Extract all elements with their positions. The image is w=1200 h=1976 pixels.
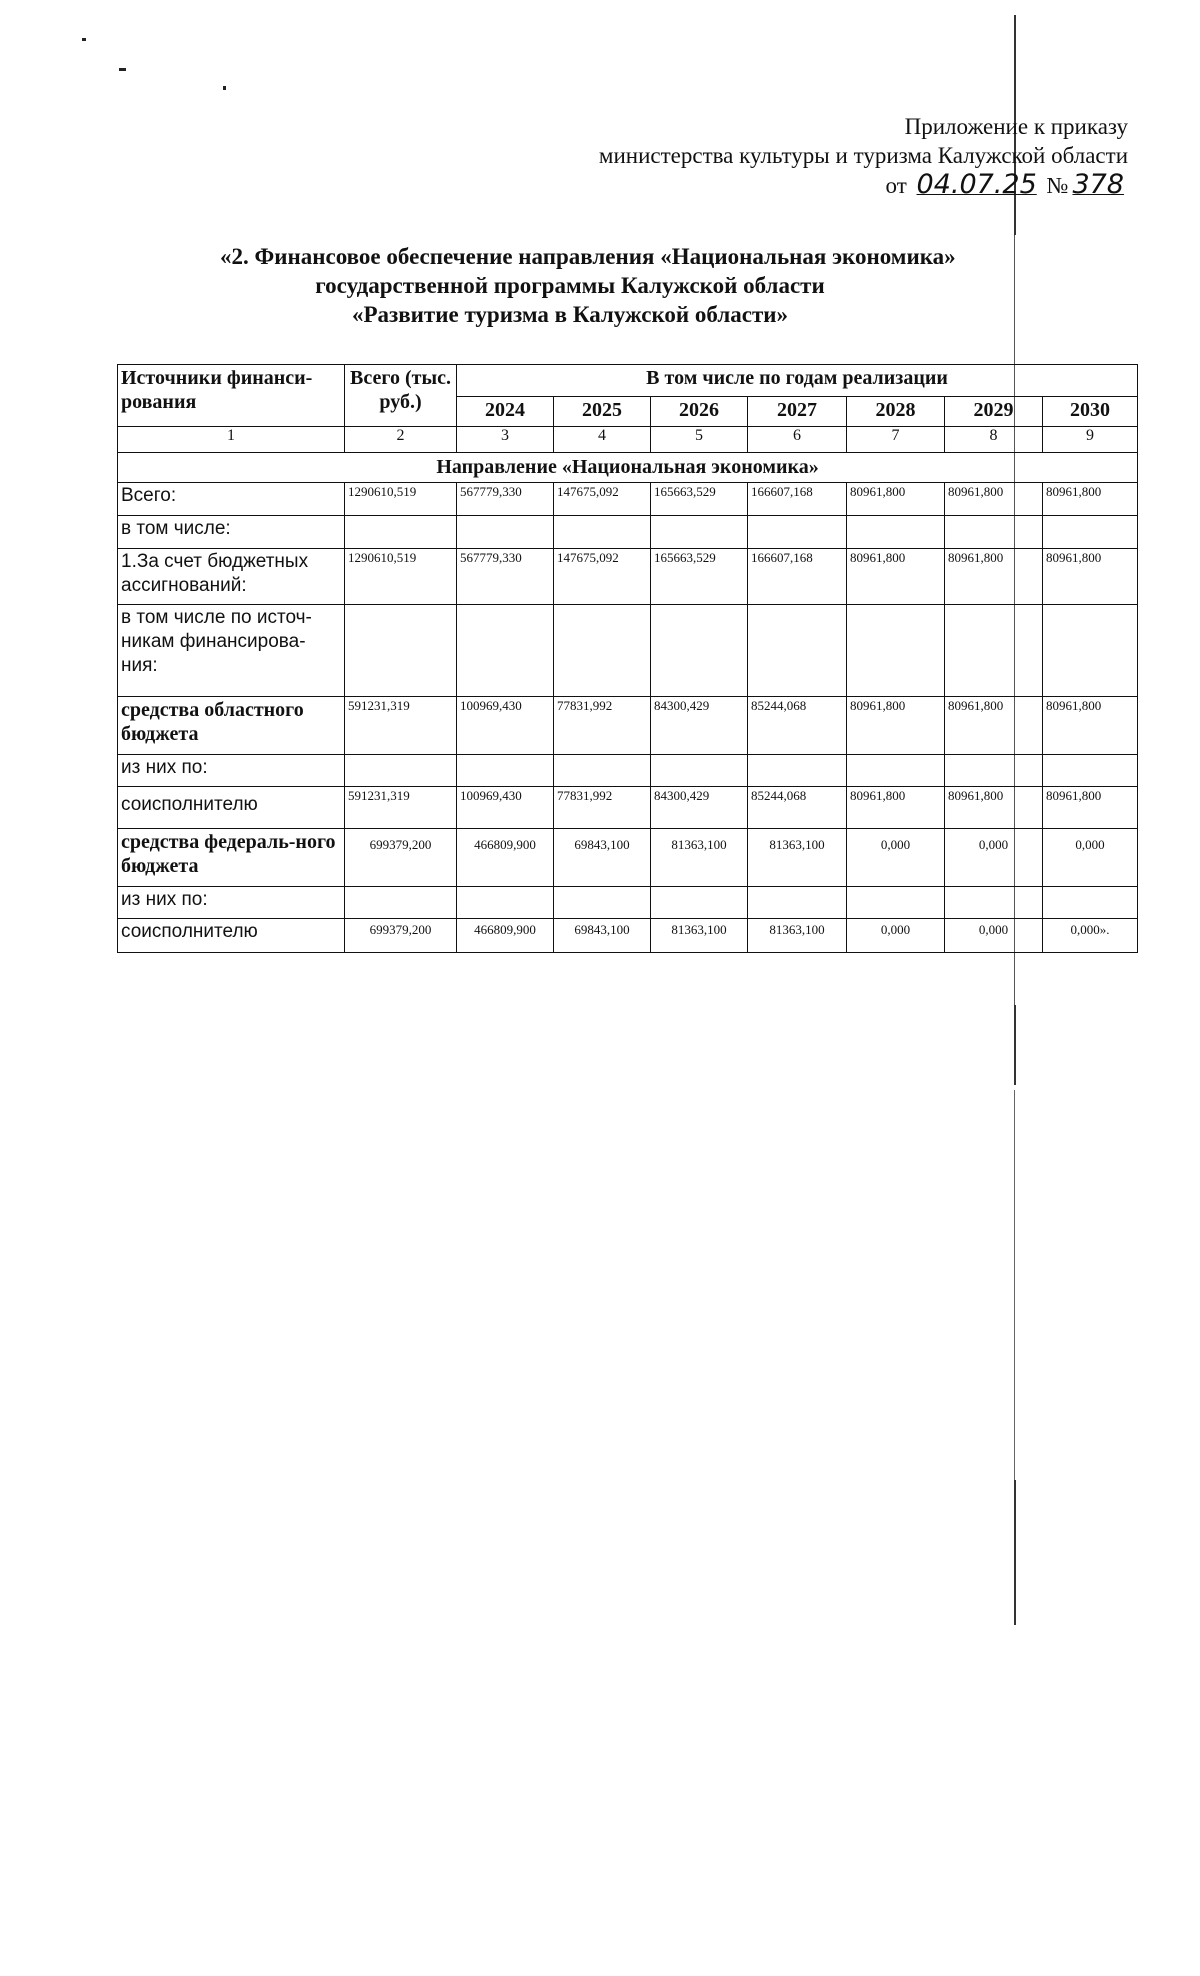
column-number: 9 <box>1043 427 1138 453</box>
table-row <box>118 605 1138 697</box>
cell-value <box>651 605 748 697</box>
column-number: 7 <box>847 427 945 453</box>
document-title <box>120 242 1200 329</box>
table-row <box>118 787 1138 829</box>
table-row <box>118 755 1138 787</box>
column-number: 1 <box>118 427 345 453</box>
cell-value <box>554 516 651 549</box>
cell-value: 80961,800 <box>1043 549 1138 605</box>
row-label: из них по: <box>118 887 345 919</box>
scan-speck <box>119 68 126 71</box>
cell-value: 147675,092 <box>554 549 651 605</box>
cell-value <box>748 755 847 787</box>
cell-value: 165663,529 <box>651 483 748 516</box>
cell-value <box>1043 887 1138 919</box>
scan-line <box>1014 1005 1016 1085</box>
cell-value: 1290610,519 <box>345 483 457 516</box>
title-line-2: государственной программы Калужской области <box>315 273 825 298</box>
scan-line <box>1014 1090 1015 1480</box>
cell-value: 699379,200 <box>345 829 457 887</box>
title-line-1: «2. Финансовое обеспечение направления «Национальная экономика» <box>220 244 956 269</box>
cell-value: 0,000 <box>847 919 945 953</box>
handwritten-number: 378 <box>1072 169 1124 200</box>
row-label: из них по: <box>118 755 345 787</box>
column-number: 8 <box>945 427 1043 453</box>
cell-value <box>345 755 457 787</box>
cell-value: 80961,800 <box>945 483 1043 516</box>
header-year: 2030 <box>1043 397 1138 427</box>
cell-value: 69843,100 <box>554 919 651 953</box>
header-year: 2029 <box>945 397 1043 427</box>
approval-block <box>488 112 1128 200</box>
cell-value <box>748 887 847 919</box>
header-year: 2026 <box>651 397 748 427</box>
column-number: 3 <box>457 427 554 453</box>
row-label: 1.За счет бюджетных ассигнований: <box>118 549 345 605</box>
row-label: средства областного бюджета <box>118 697 345 755</box>
cell-value <box>847 605 945 697</box>
header-year: 2025 <box>554 397 651 427</box>
cell-value: 81363,100 <box>651 829 748 887</box>
table-row <box>118 829 1138 887</box>
cell-value: 100969,430 <box>457 787 554 829</box>
cell-value: 80961,800 <box>945 787 1043 829</box>
financing-table <box>117 364 1138 953</box>
cell-value: 466809,900 <box>457 919 554 953</box>
cell-value: 69843,100 <box>554 829 651 887</box>
cell-value: 80961,800 <box>945 549 1043 605</box>
approval-line-3 <box>488 170 1128 200</box>
date-prefix: от <box>885 173 907 198</box>
header-year: 2028 <box>847 397 945 427</box>
header-sources: Источники финанси-рования <box>118 365 345 427</box>
cell-value: 80961,800 <box>1043 483 1138 516</box>
cell-value: 80961,800 <box>847 697 945 755</box>
cell-value <box>457 887 554 919</box>
title-line-3: «Развитие туризма в Калужской области» <box>351 302 789 327</box>
scan-speck <box>82 38 86 41</box>
cell-value <box>748 605 847 697</box>
row-label: в том числе по источ-никам финансирова-ния: <box>118 605 345 697</box>
cell-value: 0,000 <box>945 919 1043 953</box>
cell-value: 0,000 <box>847 829 945 887</box>
table-row <box>118 549 1138 605</box>
scan-line <box>1014 1480 1016 1625</box>
column-number: 4 <box>554 427 651 453</box>
cell-value <box>847 755 945 787</box>
cell-value <box>945 755 1043 787</box>
handwritten-date: 04.07.25 <box>916 169 1037 200</box>
cell-value: 85244,068 <box>748 787 847 829</box>
cell-value: 166607,168 <box>748 483 847 516</box>
cell-value <box>554 755 651 787</box>
cell-value: 81363,100 <box>748 829 847 887</box>
cell-value: 0,000 <box>945 829 1043 887</box>
cell-value <box>651 755 748 787</box>
column-number: 5 <box>651 427 748 453</box>
table-row <box>118 919 1138 953</box>
cell-value <box>1043 516 1138 549</box>
cell-value <box>345 516 457 549</box>
header-total: Всего (тыс. руб.) <box>345 365 457 427</box>
cell-value: 80961,800 <box>847 549 945 605</box>
column-number: 2 <box>345 427 457 453</box>
cell-value <box>945 605 1043 697</box>
table-row <box>118 516 1138 549</box>
table-row <box>118 697 1138 755</box>
approval-line-2: министерства культуры и туризма Калужской области <box>598 143 1128 168</box>
cell-value: 77831,992 <box>554 787 651 829</box>
cell-value: 80961,800 <box>1043 697 1138 755</box>
cell-value <box>651 516 748 549</box>
header-by-years: В том числе по годам реализации <box>457 365 1138 397</box>
cell-value <box>554 887 651 919</box>
row-label: соисполнителю <box>118 919 345 953</box>
cell-value <box>1043 605 1138 697</box>
cell-value <box>554 605 651 697</box>
cell-value: 699379,200 <box>345 919 457 953</box>
cell-value: 81363,100 <box>651 919 748 953</box>
cell-value: 81363,100 <box>748 919 847 953</box>
cell-value <box>945 887 1043 919</box>
table-row <box>118 887 1138 919</box>
table-row <box>118 483 1138 516</box>
cell-value: 0,000». <box>1043 919 1138 953</box>
column-number: 6 <box>748 427 847 453</box>
cell-value: 567779,330 <box>457 483 554 516</box>
cell-value: 466809,900 <box>457 829 554 887</box>
section-title: Направление «Национальная экономика» <box>118 453 1138 483</box>
cell-value: 1290610,519 <box>345 549 457 605</box>
approval-line-1: Приложение к приказу <box>904 114 1128 139</box>
header-year: 2024 <box>457 397 554 427</box>
cell-value: 80961,800 <box>847 787 945 829</box>
cell-value <box>748 516 847 549</box>
cell-value: 84300,429 <box>651 787 748 829</box>
number-prefix: № <box>1046 173 1069 198</box>
row-label: Всего: <box>118 483 345 516</box>
cell-value <box>345 605 457 697</box>
cell-value: 80961,800 <box>945 697 1043 755</box>
cell-value: 567779,330 <box>457 549 554 605</box>
cell-value: 591231,319 <box>345 787 457 829</box>
cell-value: 147675,092 <box>554 483 651 516</box>
cell-value <box>1043 755 1138 787</box>
cell-value <box>457 755 554 787</box>
row-label: средства федераль-ного бюджета <box>118 829 345 887</box>
cell-value <box>457 516 554 549</box>
cell-value: 591231,319 <box>345 697 457 755</box>
cell-value <box>345 887 457 919</box>
cell-value: 165663,529 <box>651 549 748 605</box>
cell-value <box>945 516 1043 549</box>
row-label: в том числе: <box>118 516 345 549</box>
cell-value <box>651 887 748 919</box>
cell-value: 80961,800 <box>1043 787 1138 829</box>
row-label: соисполнителю <box>118 787 345 829</box>
cell-value: 77831,992 <box>554 697 651 755</box>
cell-value: 85244,068 <box>748 697 847 755</box>
cell-value: 80961,800 <box>847 483 945 516</box>
cell-value: 166607,168 <box>748 549 847 605</box>
cell-value <box>847 516 945 549</box>
scan-speck <box>223 86 226 90</box>
cell-value <box>847 887 945 919</box>
cell-value: 0,000 <box>1043 829 1138 887</box>
cell-value: 100969,430 <box>457 697 554 755</box>
cell-value: 84300,429 <box>651 697 748 755</box>
cell-value <box>457 605 554 697</box>
header-year: 2027 <box>748 397 847 427</box>
